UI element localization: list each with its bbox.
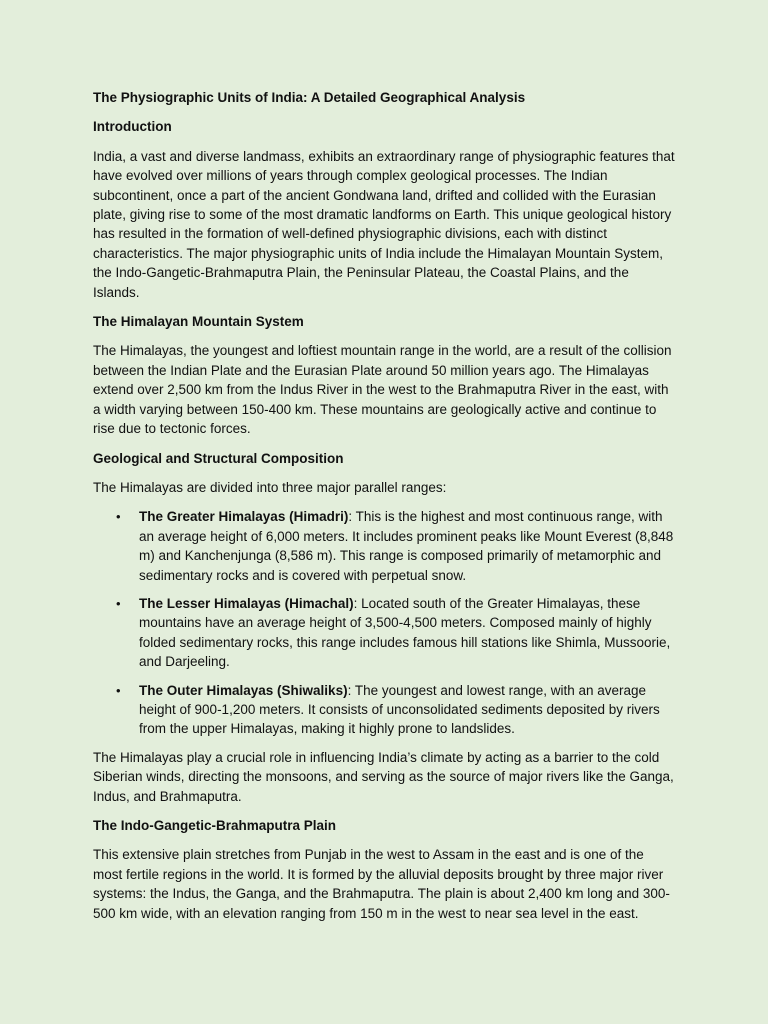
list-item [93,507,676,585]
range-name: The Greater Himalayas (Himadri) [139,509,349,525]
heading-himalayan-system: The Himalayan Mountain System [93,314,304,330]
list-item [93,594,676,672]
paragraph-introduction: India, a vast and diverse landmass, exhibits an extraordinary range of physiographic features that have evolved over millions of years through complex geological processes. The Indian subcontinent, once a part of the ancient Gondwana land, drifted and collided with the Eurasian plate, giving rise to some of the most dramatic landforms on Earth. This unique geological history has resulted in the formation of well-defined physiographic divisions, each with distinct characteristics. The major physiographic units of India include the Himalayan Mountain System, the Indo-Gangetic-Brahmaputra Plain, the Peninsular Plateau, the Coastal Plains, and the Islands. [93,148,675,300]
paragraph-himalayan-system: The Himalayas, the youngest and loftiest mountain range in the world, are a result of the collision between the Indian Plate and the Eurasian Plate around 50 million years ago. The Himalayas extend over 2,500 km from the Indus River in the west to the Brahmaputra River in the east, with a width varying between 150-400 km. These mountains are geologically active and continue to rise due to tectonic forces. [93,343,672,437]
bullet-icon: • [116,682,121,698]
paragraph-climate: The Himalayas play a crucial role in influencing India’s climate by acting as a barrier to the cold Siberian winds, directing the monsoons, and serving as the source of major rivers like the Ganga, Indus, and Brahmaputra. [93,749,674,804]
range-description: : Located south of the Greater Himalayas, these mountains have an average height of 3,500-4,500 meters. Composed mainly of highly folded sedimentary rocks, this range includes famous hill stations like Shimla, Mussoorie, and Darjeeling. [139,595,671,670]
ranges-list [93,507,676,738]
paragraph-ranges-intro: The Himalayas are divided into three major parallel ranges: [93,479,447,495]
range-name: The Lesser Himalayas (Himachal) [139,595,354,611]
document-title: The Physiographic Units of India: A Detailed Geographical Analysis [93,90,526,105]
heading-indo-gangetic-plain: The Indo-Gangetic-Brahmaputra Plain [93,818,337,833]
range-name: The Outer Himalayas (Shiwaliks) [139,682,348,698]
range-description: : The youngest and lowest range, with an average height of 900-1,200 meters. It consists of unconsolidated sediments deposited by rivers from the upper Himalayas, making it highly prone to landslides. [139,682,660,737]
heading-introduction: Introduction [93,119,172,135]
list-item [93,681,676,739]
heading-geological-composition: Geological and Structural Composition [93,450,344,466]
range-description: : This is the highest and most continuous range, with an average height of 6,000 meters. It includes prominent peaks like Mount Everest (8,848 m) and Kanchenjunga (8,586 m). This range is composed primarily of metamorphic and sedimentary rocks and is covered with perpetual snow. [139,509,674,583]
paragraph-indo-gangetic-plain: This extensive plain stretches from Punjab in the west to Assam in the east and is one of the most fertile regions in the world. It is formed by the alluvial deposits brought by three major river systems: the Indus, the Ganga, and the Brahmaputra. The plain is about 2,400 km long and 300-500 km wide, with an elevation ranging from 150 m in the west to near sea level in the east. [93,847,670,921]
bullet-icon: • [116,595,121,611]
bullet-icon: • [116,509,121,525]
